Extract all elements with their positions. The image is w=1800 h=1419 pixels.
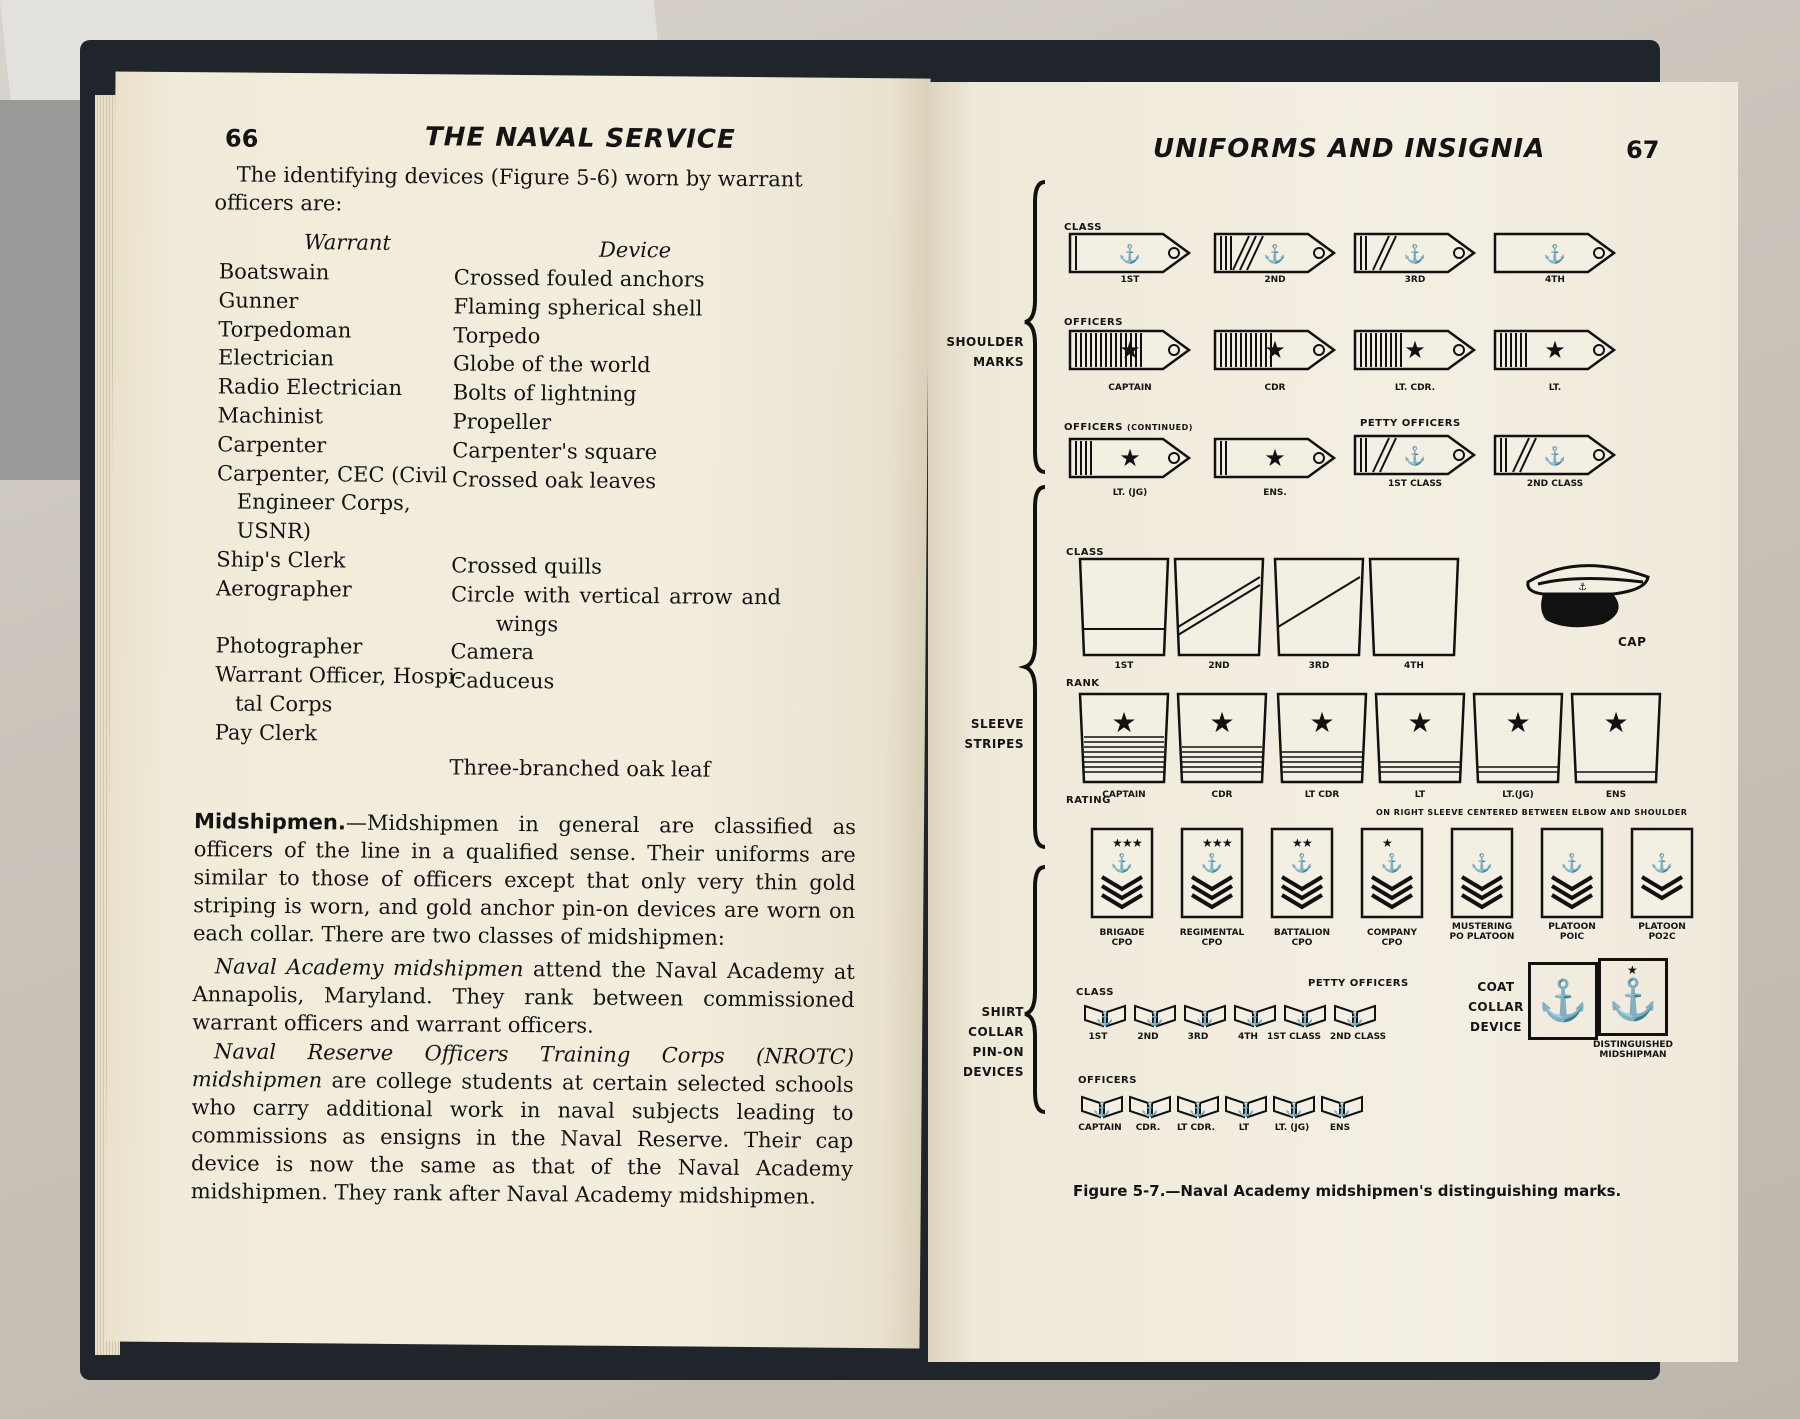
svg-text:★: ★: [1132, 836, 1143, 850]
shoulder-mark: [1353, 327, 1478, 373]
warrant-cell: Boatswain: [218, 259, 330, 285]
running-head: THE NAVAL SERVICE: [424, 122, 736, 155]
naval-academy-body: attend the Naval Academy at Annapolis, Maryland. They rank between commissioned warrant officers and warrant officers.: [192, 957, 855, 1038]
warrant-cell: Carpenter, CEC (Civil: [216, 460, 448, 487]
sleeve-rank-stripe: [1078, 692, 1170, 784]
rating-badge: [1360, 827, 1424, 919]
shoulder-mark: [1213, 435, 1338, 481]
shoulder-class-label: CLASS: [1064, 222, 1102, 233]
svg-text:⚓: ⚓: [1146, 1011, 1164, 1027]
sleeve-rank-stripe: [1472, 692, 1564, 784]
svg-text:⚓: ⚓: [1096, 1011, 1114, 1027]
col-device-header: Device: [598, 237, 672, 263]
cap-label: CAP: [1618, 635, 1647, 649]
sleeve-rank-stripe: [1276, 692, 1368, 784]
svg-text:⚓: ⚓: [1380, 853, 1404, 874]
sleeve-class-label: CLASS: [1066, 547, 1104, 558]
sleeve-rank-caption: ENS: [1605, 790, 1627, 800]
group-braces: [1023, 182, 1053, 1182]
svg-text:⚓: ⚓: [1246, 1011, 1264, 1027]
shoulder-cont-caption: LT. (JG): [1112, 488, 1148, 498]
collar-class-pin: [1283, 1004, 1327, 1028]
collar-officer-pin: [1224, 1095, 1268, 1119]
svg-text:⚓: ⚓: [1296, 1011, 1314, 1027]
svg-text:★: ★: [1119, 444, 1141, 472]
page-number: 67: [1626, 136, 1660, 164]
sleeve-class-caption: 4TH: [1404, 661, 1424, 671]
svg-text:⚓: ⚓: [1237, 1102, 1255, 1118]
rating-caption: BATTALION CPO: [1273, 928, 1331, 948]
shoulder-mark: [1068, 435, 1193, 481]
svg-text:⚓: ⚓: [1263, 244, 1287, 265]
collar-class-label: CLASS: [1076, 987, 1114, 998]
midshipmen-heading: Midshipmen.: [193, 809, 346, 835]
shoulder-class-caption: 3RD: [1404, 275, 1426, 285]
svg-text:⚓: ⚓: [1403, 446, 1427, 467]
naval-academy-paragraph: [192, 952, 855, 1042]
svg-text:★: ★: [1302, 836, 1313, 850]
collar-officer-pin: [1080, 1095, 1124, 1119]
collar-petty-label: PETTY OFFICERS: [1308, 978, 1409, 989]
midshipmen-body: —Midshipmen in general are classified as officers of the line in a qualified sense. Their uniforms are similar to those of officers except that only very thin gold striping is worn, and gold anchor pin-on devices are worn on each collar. There are two classes of midshipmen:: [192, 810, 857, 950]
collar-officer-pin: [1176, 1095, 1220, 1119]
collar-class-caption: 2ND CLASS: [1329, 1032, 1387, 1042]
svg-text:★: ★: [1309, 706, 1335, 739]
svg-text:★: ★: [1264, 444, 1286, 472]
rating-caption: COMPANY CPO: [1367, 928, 1417, 948]
svg-text:★: ★: [1222, 836, 1233, 850]
sleeve-class-stripe: [1368, 557, 1460, 657]
device-cell: [452, 523, 782, 526]
warrant-cell: Radio Electrician: [217, 374, 403, 401]
shoulder-class-caption: 4TH: [1545, 275, 1565, 285]
sleeve-stripes-label: SLEEVE STRIPES: [964, 717, 1024, 751]
sleeve-class-stripe: [1273, 557, 1365, 657]
warrant-cell: Carpenter: [217, 432, 327, 458]
shoulder-officers-label: OFFICERS: [1064, 317, 1123, 328]
svg-text:★: ★: [1111, 706, 1137, 739]
collar-class-pin: [1233, 1004, 1277, 1028]
warrant-cell: tal Corps: [234, 691, 333, 717]
sleeve-rank-caption: LT CDR: [1304, 790, 1340, 800]
running-head: UNIFORMS AND INSIGNIA: [1153, 134, 1546, 164]
device-cell: [450, 724, 780, 727]
warrant-cell: Warrant Officer, Hospi-: [215, 662, 463, 689]
figure-caption: Figure 5-7.—Naval Academy midshipmen's distinguishing marks.: [1073, 1182, 1622, 1200]
svg-text:★: ★: [1404, 336, 1426, 364]
shoulder-petty-label: PETTY OFFICERS: [1360, 418, 1461, 429]
warrant-cell: USNR): [236, 518, 312, 544]
svg-text:⚓: ⚓: [1470, 853, 1494, 874]
distinguished-label: DISTINGUISHED MIDSHIPMAN: [1593, 1040, 1673, 1060]
svg-text:⚓: ⚓: [1189, 1102, 1207, 1118]
collar-class-pin: [1133, 1004, 1177, 1028]
collar-officer-caption: LT. (JG): [1274, 1123, 1310, 1133]
sleeve-class-caption: 2ND: [1208, 661, 1230, 671]
coat-collar-label: COAT COLLAR DEVICE: [1468, 980, 1524, 1034]
collar-class-pin: [1183, 1004, 1227, 1028]
device-cell: Torpedo: [453, 323, 541, 348]
nrotc-body: are college students at certain selected schools who carry additional work in naval subjects leading to commissions as ensigns in the Naval Reserve. Their cap device is now the same as that of the Naval Academy midshipmen. They rank after Naval Academy midshipmen.: [190, 1068, 854, 1209]
intro-paragraph: The identifying devices (Figure 5-6) worn by warrant officers are:: [214, 162, 803, 216]
shoulder-officer-caption: LT. CDR.: [1394, 383, 1436, 393]
sleeve-class-caption: 1ST: [1114, 661, 1134, 671]
sleeve-rank-caption: CDR: [1211, 790, 1233, 800]
svg-text:⚓: ⚓: [1560, 853, 1584, 874]
shoulder-officer-caption: CDR: [1264, 383, 1286, 393]
rating-badge: [1270, 827, 1334, 919]
rating-badge: [1180, 827, 1244, 919]
rating-badge: [1090, 827, 1154, 919]
rating-caption: PLATOON PO2C: [1638, 922, 1686, 942]
device-cell: Globe of the world: [452, 351, 651, 378]
svg-text:★: ★: [1209, 706, 1235, 739]
svg-text:⚓: ⚓: [1285, 1102, 1303, 1118]
right-page: [928, 82, 1738, 1362]
collar-officer-caption: ENS: [1329, 1123, 1351, 1133]
rating-caption: PLATOON POIC: [1548, 922, 1596, 942]
rating-badge: [1630, 827, 1694, 919]
svg-text:⚓: ⚓: [1196, 1011, 1214, 1027]
sleeve-rank-stripe: [1570, 692, 1662, 784]
svg-text:★: ★: [1292, 836, 1303, 850]
rating-note: ON RIGHT SLEEVE CENTERED BETWEEN ELBOW AND SHOULDER: [1376, 808, 1688, 817]
shoulder-mark: [1068, 327, 1193, 373]
svg-text:★: ★: [1407, 706, 1433, 739]
device-cell: Crossed quills: [451, 553, 603, 579]
shoulder-mark: [1493, 230, 1618, 276]
svg-text:⚓: ⚓: [1118, 244, 1142, 265]
svg-text:★: ★: [1264, 336, 1286, 364]
svg-text:⚓: ⚓: [1093, 1102, 1111, 1118]
svg-text:★: ★: [1202, 836, 1213, 850]
svg-text:⚓: ⚓: [1578, 582, 1587, 593]
collar-officer-caption: LT: [1238, 1123, 1250, 1133]
collar-class-caption: 4TH: [1238, 1032, 1258, 1042]
rating-badge: [1540, 827, 1604, 919]
shoulder-officer-caption: CAPTAIN: [1108, 383, 1152, 393]
shoulder-mark: [1493, 327, 1618, 373]
svg-text:⚓: ⚓: [1141, 1102, 1159, 1118]
naval-academy-term: Naval Academy midshipmen: [214, 954, 524, 982]
collar-class-caption: 1ST CLASS: [1267, 1032, 1321, 1042]
sleeve-rank-stripe: [1374, 692, 1466, 784]
svg-text:★: ★: [1544, 336, 1566, 364]
sleeve-rank-label: RANK: [1066, 678, 1100, 689]
rating-caption: MUSTERING PO PLATOON: [1449, 922, 1515, 942]
device-cell: Crossed oak leaves: [451, 467, 657, 493]
device-cell: Propeller: [452, 409, 552, 435]
shoulder-officer-caption: LT.: [1548, 383, 1562, 393]
svg-text:⚓: ⚓: [1110, 853, 1134, 874]
device-cell: Bolts of lightning: [452, 380, 637, 407]
sleeve-rating-label: RATING: [1066, 795, 1111, 806]
warrant-cell: Torpedoman: [218, 316, 352, 343]
collar-officer-pin: [1320, 1095, 1364, 1119]
device-cell: wings: [495, 611, 559, 636]
page-number: 66: [224, 124, 259, 153]
warrant-cell: Electrician: [217, 345, 335, 371]
shoulder-officers-cont-label: OFFICERS (CONTINUED): [1064, 422, 1193, 433]
svg-text:★: ★: [1505, 706, 1531, 739]
svg-text:⚓: ⚓: [1650, 853, 1674, 874]
sleeve-rank-caption: LT.(JG): [1502, 790, 1534, 800]
sleeve-rank-stripe: [1176, 692, 1268, 784]
collar-class-caption: 2ND: [1137, 1032, 1159, 1042]
collar-class-caption: 3RD: [1187, 1032, 1209, 1042]
nrotc-paragraph: [191, 1037, 854, 1211]
device-cell: Camera: [450, 639, 535, 665]
shoulder-mark: [1213, 230, 1338, 276]
collar-officer-caption: LT CDR.: [1176, 1123, 1216, 1133]
shoulder-mark: [1353, 432, 1478, 478]
left-page: [104, 71, 930, 1348]
device-cell: Carpenter's square: [452, 438, 658, 465]
svg-text:★: ★: [1603, 706, 1629, 739]
sleeve-class-stripe: [1173, 557, 1265, 657]
sleeve-rank-caption: LT: [1414, 790, 1426, 800]
shoulder-mark: [1353, 230, 1478, 276]
collar-officer-caption: CAPTAIN: [1078, 1123, 1122, 1133]
svg-text:⚓: ⚓: [1543, 446, 1567, 467]
nrotc-term: Naval Reserve Officers Training Corps (NROTC) midshipmen: [191, 1039, 855, 1093]
svg-text:⚓: ⚓: [1290, 853, 1314, 874]
device-cell: Crossed fouled anchors: [453, 265, 705, 292]
svg-text:★: ★: [1382, 836, 1393, 850]
midshipmen-paragraph: [193, 807, 856, 953]
warrant-cell: Machinist: [217, 403, 324, 429]
shoulder-cont-caption: ENS.: [1263, 488, 1287, 498]
rating-badge: [1450, 827, 1514, 919]
collar-class-pin: [1333, 1004, 1377, 1028]
shoulder-class-caption: 2ND: [1264, 275, 1286, 285]
sleeve-class-stripe: [1078, 557, 1170, 657]
shoulder-class-caption: 1ST: [1120, 275, 1140, 285]
shirt-collar-label: SHIRT COLLAR PIN-ON DEVICES: [962, 1005, 1024, 1079]
warrant-cell: Engineer Corps,: [236, 489, 411, 516]
warrant-cell: Ship's Clerk: [216, 547, 346, 573]
shoulder-petty-caption: 1ST CLASS: [1388, 479, 1442, 489]
shoulder-mark: [1213, 327, 1338, 373]
svg-text:⚓: ⚓: [1403, 244, 1427, 265]
distinguished-anchor-icon: ⚓ ★: [1598, 958, 1668, 1036]
collar-officer-pin: [1128, 1095, 1172, 1119]
shoulder-petty-caption: 2ND CLASS: [1526, 479, 1584, 489]
anchor-icon: ⚓: [1528, 962, 1598, 1040]
warrant-cell: Pay Clerk: [214, 720, 318, 746]
device-cell: Three-branched oak leaf: [449, 755, 711, 782]
cap-icon: [1518, 552, 1658, 642]
collar-officers-label: OFFICERS: [1078, 1075, 1137, 1086]
warrant-cell: Aerographer: [215, 576, 352, 602]
rating-caption: REGIMENTAL CPO: [1179, 928, 1245, 948]
svg-text:★: ★: [1122, 836, 1133, 850]
svg-text:⚓: ⚓: [1200, 853, 1224, 874]
collar-officer-pin: [1272, 1095, 1316, 1119]
warrant-cell: Gunner: [218, 288, 299, 313]
shoulder-mark: [1068, 230, 1193, 276]
device-cell: Circle with vertical arrow and: [450, 582, 782, 610]
sleeve-rank-caption: CAPTAIN: [1102, 790, 1146, 800]
device-cell: Caduceus: [450, 668, 555, 694]
shoulder-marks-label: SHOULDER MARKS: [946, 335, 1024, 369]
svg-text:⚓: ⚓: [1543, 244, 1567, 265]
collar-officer-caption: CDR.: [1135, 1123, 1161, 1133]
device-cell: Flaming spherical shell: [453, 294, 703, 321]
svg-text:★: ★: [1112, 836, 1123, 850]
collar-class-caption: 1ST: [1088, 1032, 1108, 1042]
shoulder-mark: [1493, 432, 1618, 478]
svg-text:⚓: ⚓: [1333, 1102, 1351, 1118]
warrant-cell: Photographer: [215, 633, 363, 660]
svg-text:★: ★: [1212, 836, 1223, 850]
svg-text:⚓: ⚓: [1346, 1011, 1364, 1027]
rating-caption: BRIGADE CPO: [1099, 928, 1145, 948]
col-warrant-header: Warrant: [303, 230, 392, 255]
svg-text:★: ★: [1119, 336, 1141, 364]
sleeve-class-caption: 3RD: [1308, 661, 1330, 671]
collar-class-pin: [1083, 1004, 1127, 1028]
